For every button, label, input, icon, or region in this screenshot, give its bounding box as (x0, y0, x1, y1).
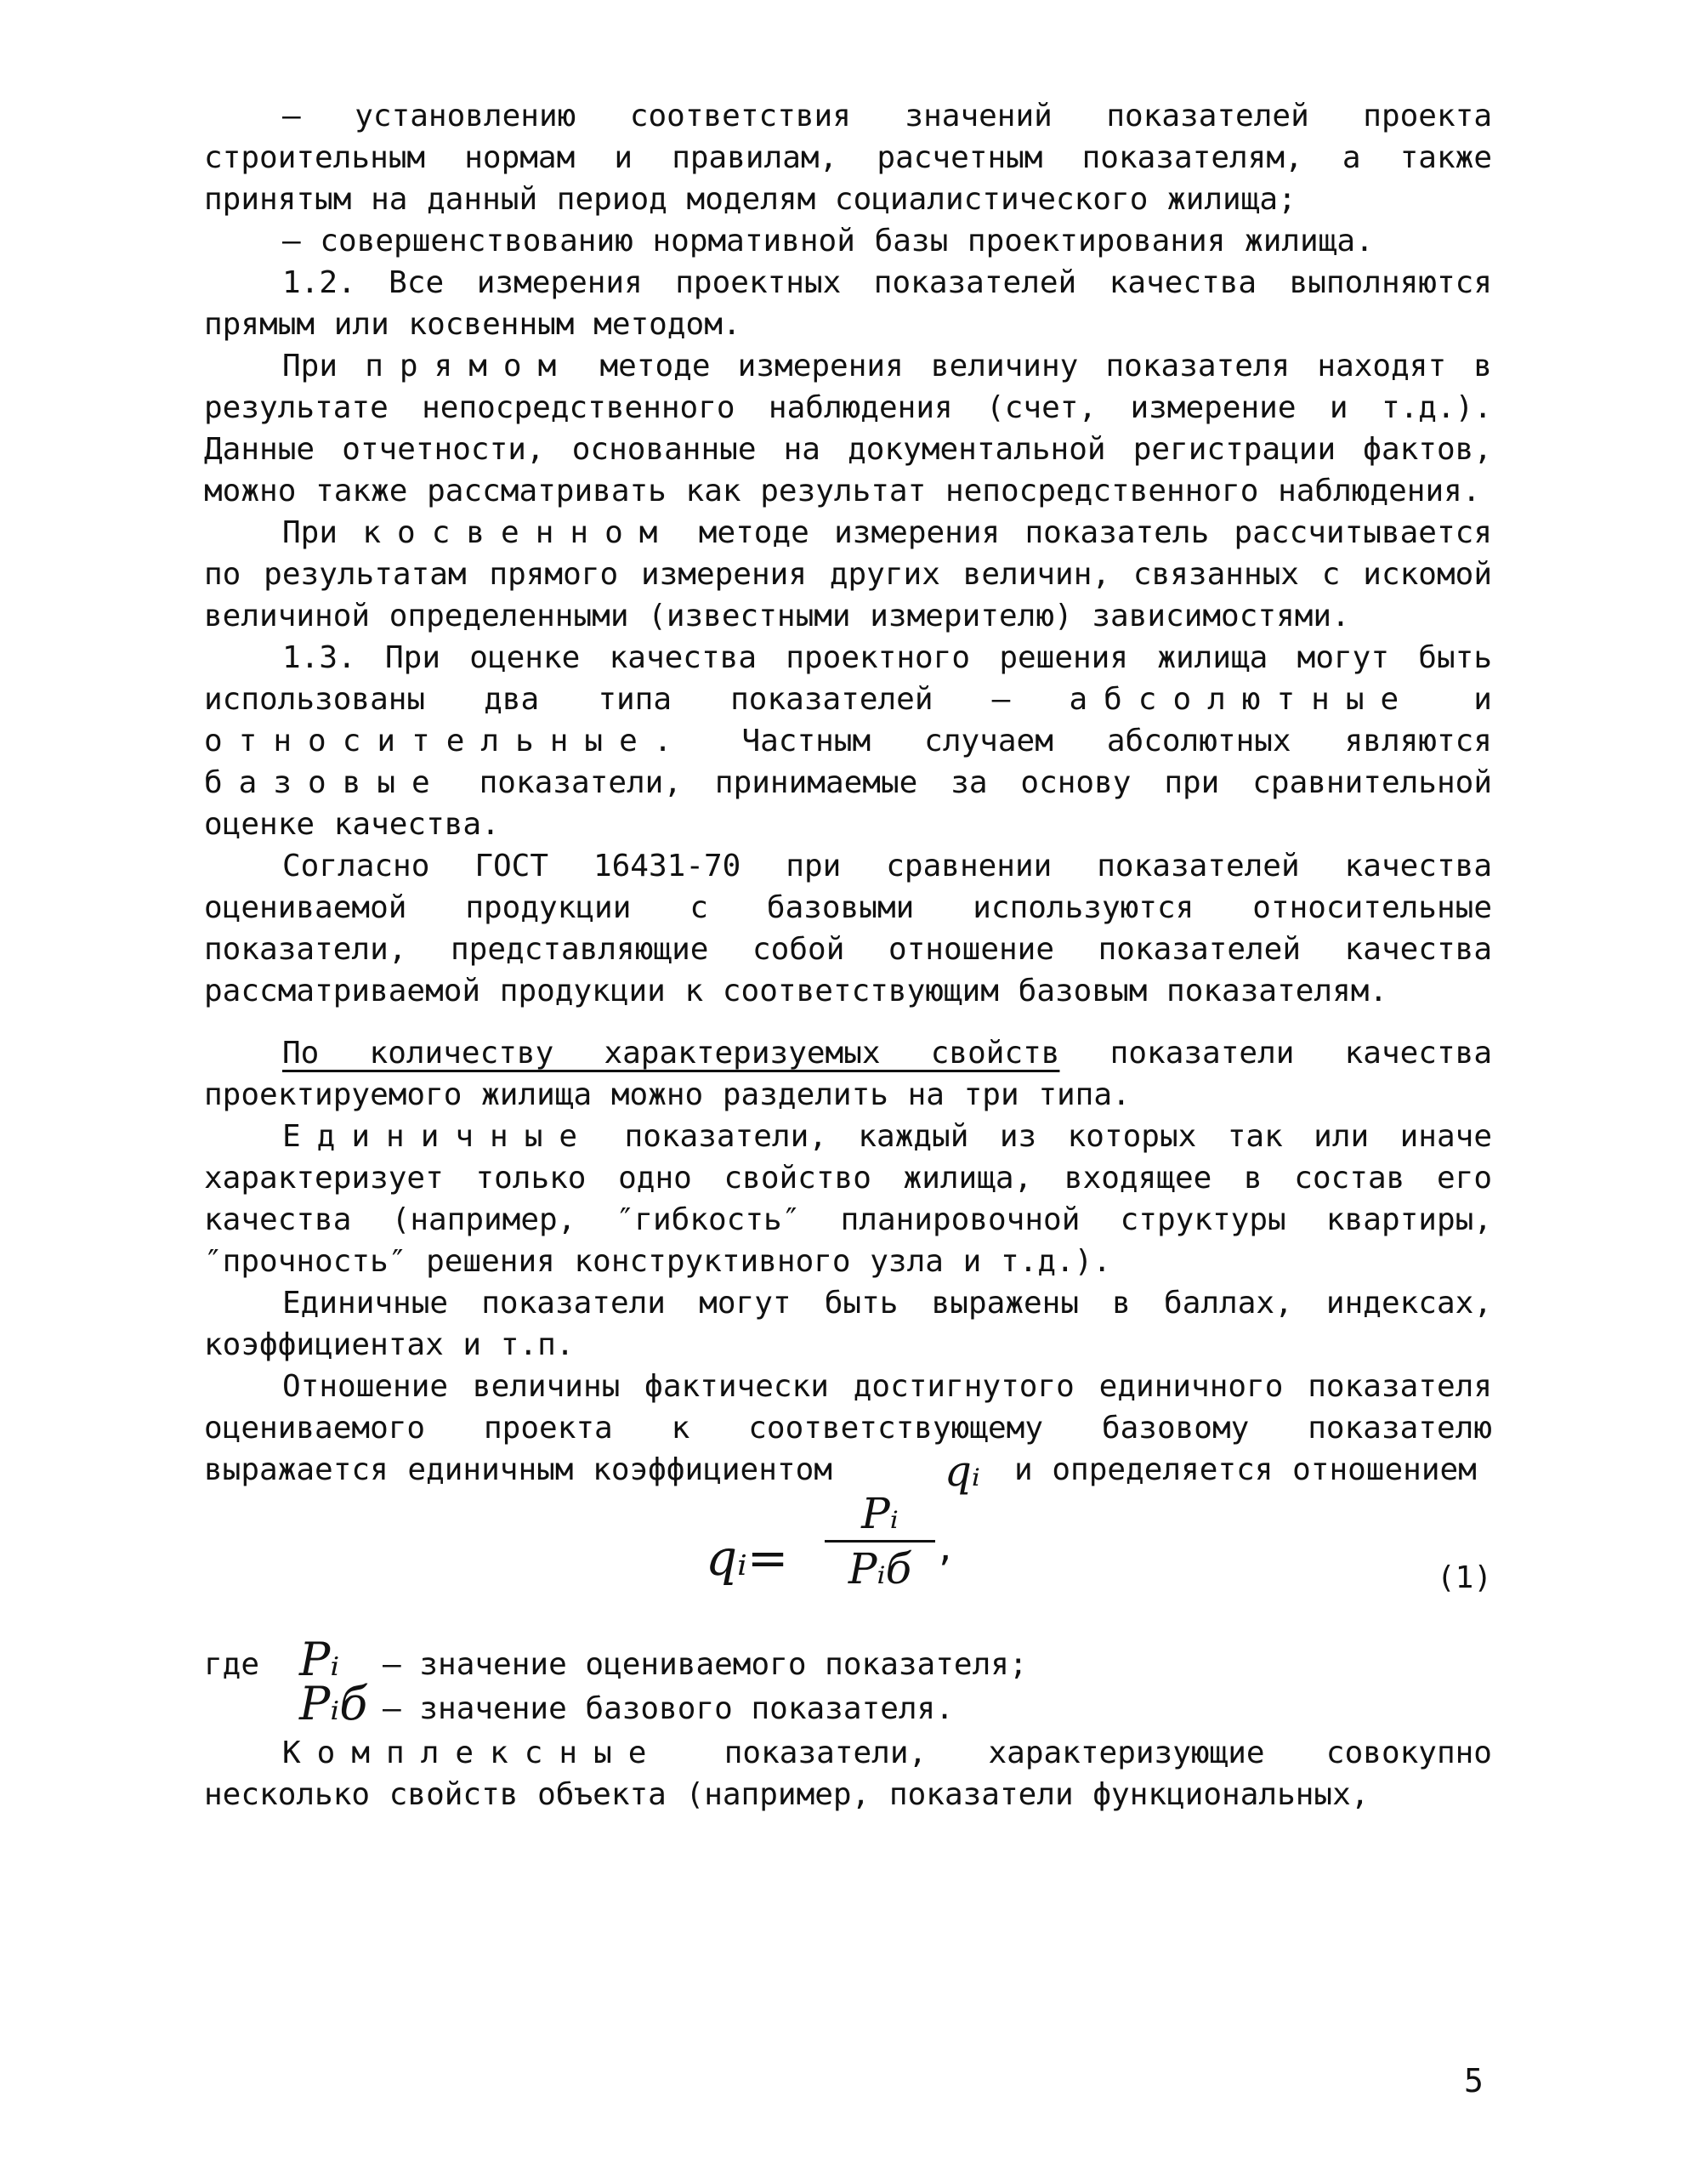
q-i-symbol: qᵢ (944, 1446, 980, 1496)
body-text (204, 95, 1492, 1815)
text: методе измерения величину показателя находят в результате непосредственного наблюдения (счет, измерение и т.д.). Данные отчетности, основанные на документальной регистрации фактов, можно также рассматривать как результат непосредственного наблюдения. (204, 349, 1492, 509)
paragraph-1-3 (204, 637, 1492, 845)
paragraph-complex-indicators (204, 1732, 1492, 1815)
spaced-term-base: базовые (204, 765, 446, 800)
text: – совершенствованию нормативной базы проектирования жилища. (282, 224, 1374, 259)
symbol-p-i: Pᵢ (299, 1633, 340, 1686)
formula-fraction (825, 1489, 935, 1594)
formula-lhs: qᵢ= (706, 1529, 789, 1587)
paragraph-direct-method (204, 345, 1492, 512)
paragraph-single-indicators (204, 1116, 1492, 1282)
where-legend (204, 1633, 1492, 1732)
text: показатели, принимаемые за основу при сравнительной оценке качества. (204, 765, 1492, 842)
where-row-1 (204, 1633, 1492, 1688)
spaced-term-relative: относительные. (204, 724, 689, 758)
spaced-term-indirect: косвенном (362, 515, 674, 550)
formula-comma: , (935, 1530, 956, 1569)
page-number: 5 (1464, 2062, 1484, 2099)
spaced-term-direct: прямом (365, 349, 573, 384)
where-label: где (204, 1647, 260, 1682)
paragraph-expressed-in (204, 1282, 1492, 1366)
text: показатели качества проектируемого жилища можно разделить на три типа. (204, 1036, 1492, 1112)
text: Согласно ГОСТ 16431-70 при сравнении показателей качества оцениваемой продукции с базовыми используются относительные показатели, представляющие собой отношение показателей качества рассматриваемой продукции к соответствующим базовым показателям. (204, 849, 1492, 1008)
spaced-term-single: Единичные (282, 1119, 594, 1154)
text: 1.2. Все измерения проектных показателей качества выполняются прямым или косвенным методом. (204, 265, 1492, 342)
formula-denominator: Pᵢб (848, 1544, 912, 1594)
formula-number: (1) (1436, 1560, 1492, 1595)
text: При (282, 515, 338, 550)
text: показатели, каждый из которых так или иначе характеризует только одно свойство жилища, входящее в состав его качества (например, ″гибкость″ планировочной структуры квартиры, ″прочность″ решения конструктивного узла и т.д.). (204, 1119, 1492, 1279)
formula-numerator: Pᵢ (861, 1489, 899, 1538)
paragraph-list-item-1 (204, 95, 1492, 220)
text: Единичные показатели могут быть выражены в баллах, индексах, коэффициентах и т.п. (204, 1286, 1492, 1362)
paragraph-1-2 (204, 262, 1492, 345)
text: методе измерения показатель рассчитывается по результатам прямого измерения других величин, связанных с искомой величиной определенными (известными измерителю) зависимостями. (204, 515, 1492, 633)
text: показатели, характеризующие совокупно несколько свойств объекта (например, показатели функциональных, (204, 1736, 1492, 1812)
paragraph-gost (204, 845, 1492, 1012)
paragraph-coefficient (204, 1366, 1492, 1496)
text: и (1473, 682, 1492, 717)
symbol-p-i-base: Pᵢб (299, 1677, 368, 1730)
text: 1.3. При оценке качества проектного решения жилища могут быть использованы два типа показателей – (204, 640, 1492, 717)
text: Частным случаем абсолютных являются (741, 724, 1492, 758)
spaced-term-absolute: абсолютные (1069, 682, 1416, 717)
paragraph-indirect-method (204, 512, 1492, 637)
paragraph-list-item-2 (204, 220, 1492, 262)
text: При (282, 349, 338, 384)
text: – установлению соответствия значений показателей проекта строительным нормам и правилам, расчетным показателям, а также принятым на данный период моделям социалистического жилища; (204, 99, 1492, 217)
description-p-i: – значение оцениваемого показателя; (383, 1647, 1028, 1682)
paragraph-by-properties (204, 1032, 1492, 1116)
spaced-term-complex: Комплексные (282, 1736, 663, 1770)
text: и определяется отношением (1014, 1452, 1477, 1487)
underlined-heading: По количеству характеризуемых свойств (282, 1036, 1060, 1071)
where-row-2 (204, 1677, 1492, 1732)
description-p-i-base: – значение базового показателя. (383, 1691, 954, 1726)
formula-1 (204, 1489, 1492, 1637)
fraction-bar (825, 1540, 935, 1543)
text: Отношение величины фактически достигнутого единичного показателя оцениваемого проекта к соответствующему базовому показателю выражается единичным коэффициентом (204, 1369, 1492, 1487)
